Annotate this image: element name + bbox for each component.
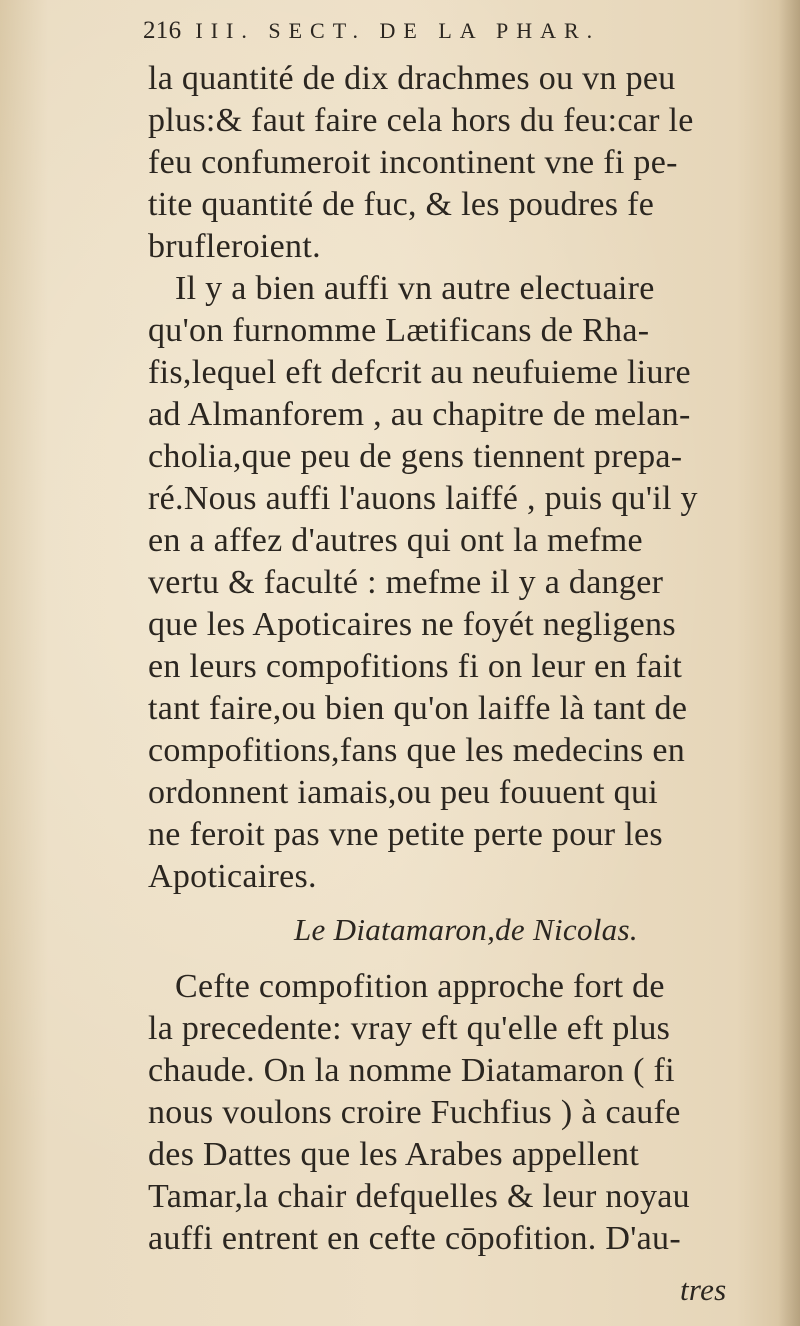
- page-edge-shadow: [778, 0, 800, 1326]
- text-line: auffi entrent en cefte cōpofition. D'au-: [148, 1220, 681, 1257]
- text-line: tant faire,ou bien qu'on laiffe là tant de: [148, 690, 688, 727]
- text-line: nous voulons croire Fuchfius ) à caufe: [148, 1094, 681, 1131]
- text-line: vertu & faculté : mefme il y a danger: [148, 564, 664, 601]
- text-line: ad Almanforem , au chapitre de melan-: [148, 396, 691, 433]
- running-title: III. SECT. DE LA PHAR.: [195, 18, 601, 43]
- running-header: [143, 14, 600, 45]
- text-line: ordonnent iamais,ou peu fouuent qui: [148, 774, 659, 811]
- text-line: tite quantité de fuc, & les poudres fe: [148, 186, 655, 223]
- text-line: en leurs compofitions fi on leur en fait: [148, 648, 683, 685]
- section-title: Le Diatamaron,de Nicolas.: [294, 912, 638, 947]
- text-line: plus:& faut faire cela hors du feu:car le: [148, 102, 694, 139]
- page-number: 216: [143, 17, 182, 44]
- catchword: tres: [680, 1272, 727, 1307]
- text-line: en a affez d'autres qui ont la mefme: [148, 522, 643, 559]
- text-line: Cefte compofition approche fort de: [175, 968, 665, 1005]
- text-line: que les Apoticaires ne foyét negligens: [148, 606, 676, 643]
- text-line: la quantité de dix drachmes ou vn peu: [148, 60, 676, 97]
- text-line: ne feroit pas vne petite perte pour les: [148, 816, 663, 853]
- text-line: feu confumeroit incontinent vne fi pe-: [148, 144, 678, 181]
- text-line: brufleroient.: [148, 228, 321, 265]
- text-line: compofitions,fans que les medecins en: [148, 732, 686, 769]
- text-line: cholia,que peu de gens tiennent prepa-: [148, 438, 683, 475]
- text-line: Il y a bien auffi vn autre electuaire: [175, 270, 655, 307]
- text-line: fis,lequel eft defcrit au neufuieme liure: [148, 354, 691, 391]
- text-line: Tamar,la chair defquelles & leur noyau: [148, 1178, 690, 1215]
- text-line: la precedente: vray eft qu'elle eft plus: [148, 1010, 671, 1047]
- text-line: chaude. On la nomme Diatamaron ( fi: [148, 1052, 675, 1089]
- text-line: des Dattes que les Arabes appellent: [148, 1136, 640, 1173]
- text-line: ré.Nous auffi l'auons laiffé , puis qu'il y: [148, 480, 698, 517]
- text-line: qu'on furnomme Lætificans de Rha-: [148, 312, 650, 349]
- text-line: Apoticaires.: [148, 858, 317, 895]
